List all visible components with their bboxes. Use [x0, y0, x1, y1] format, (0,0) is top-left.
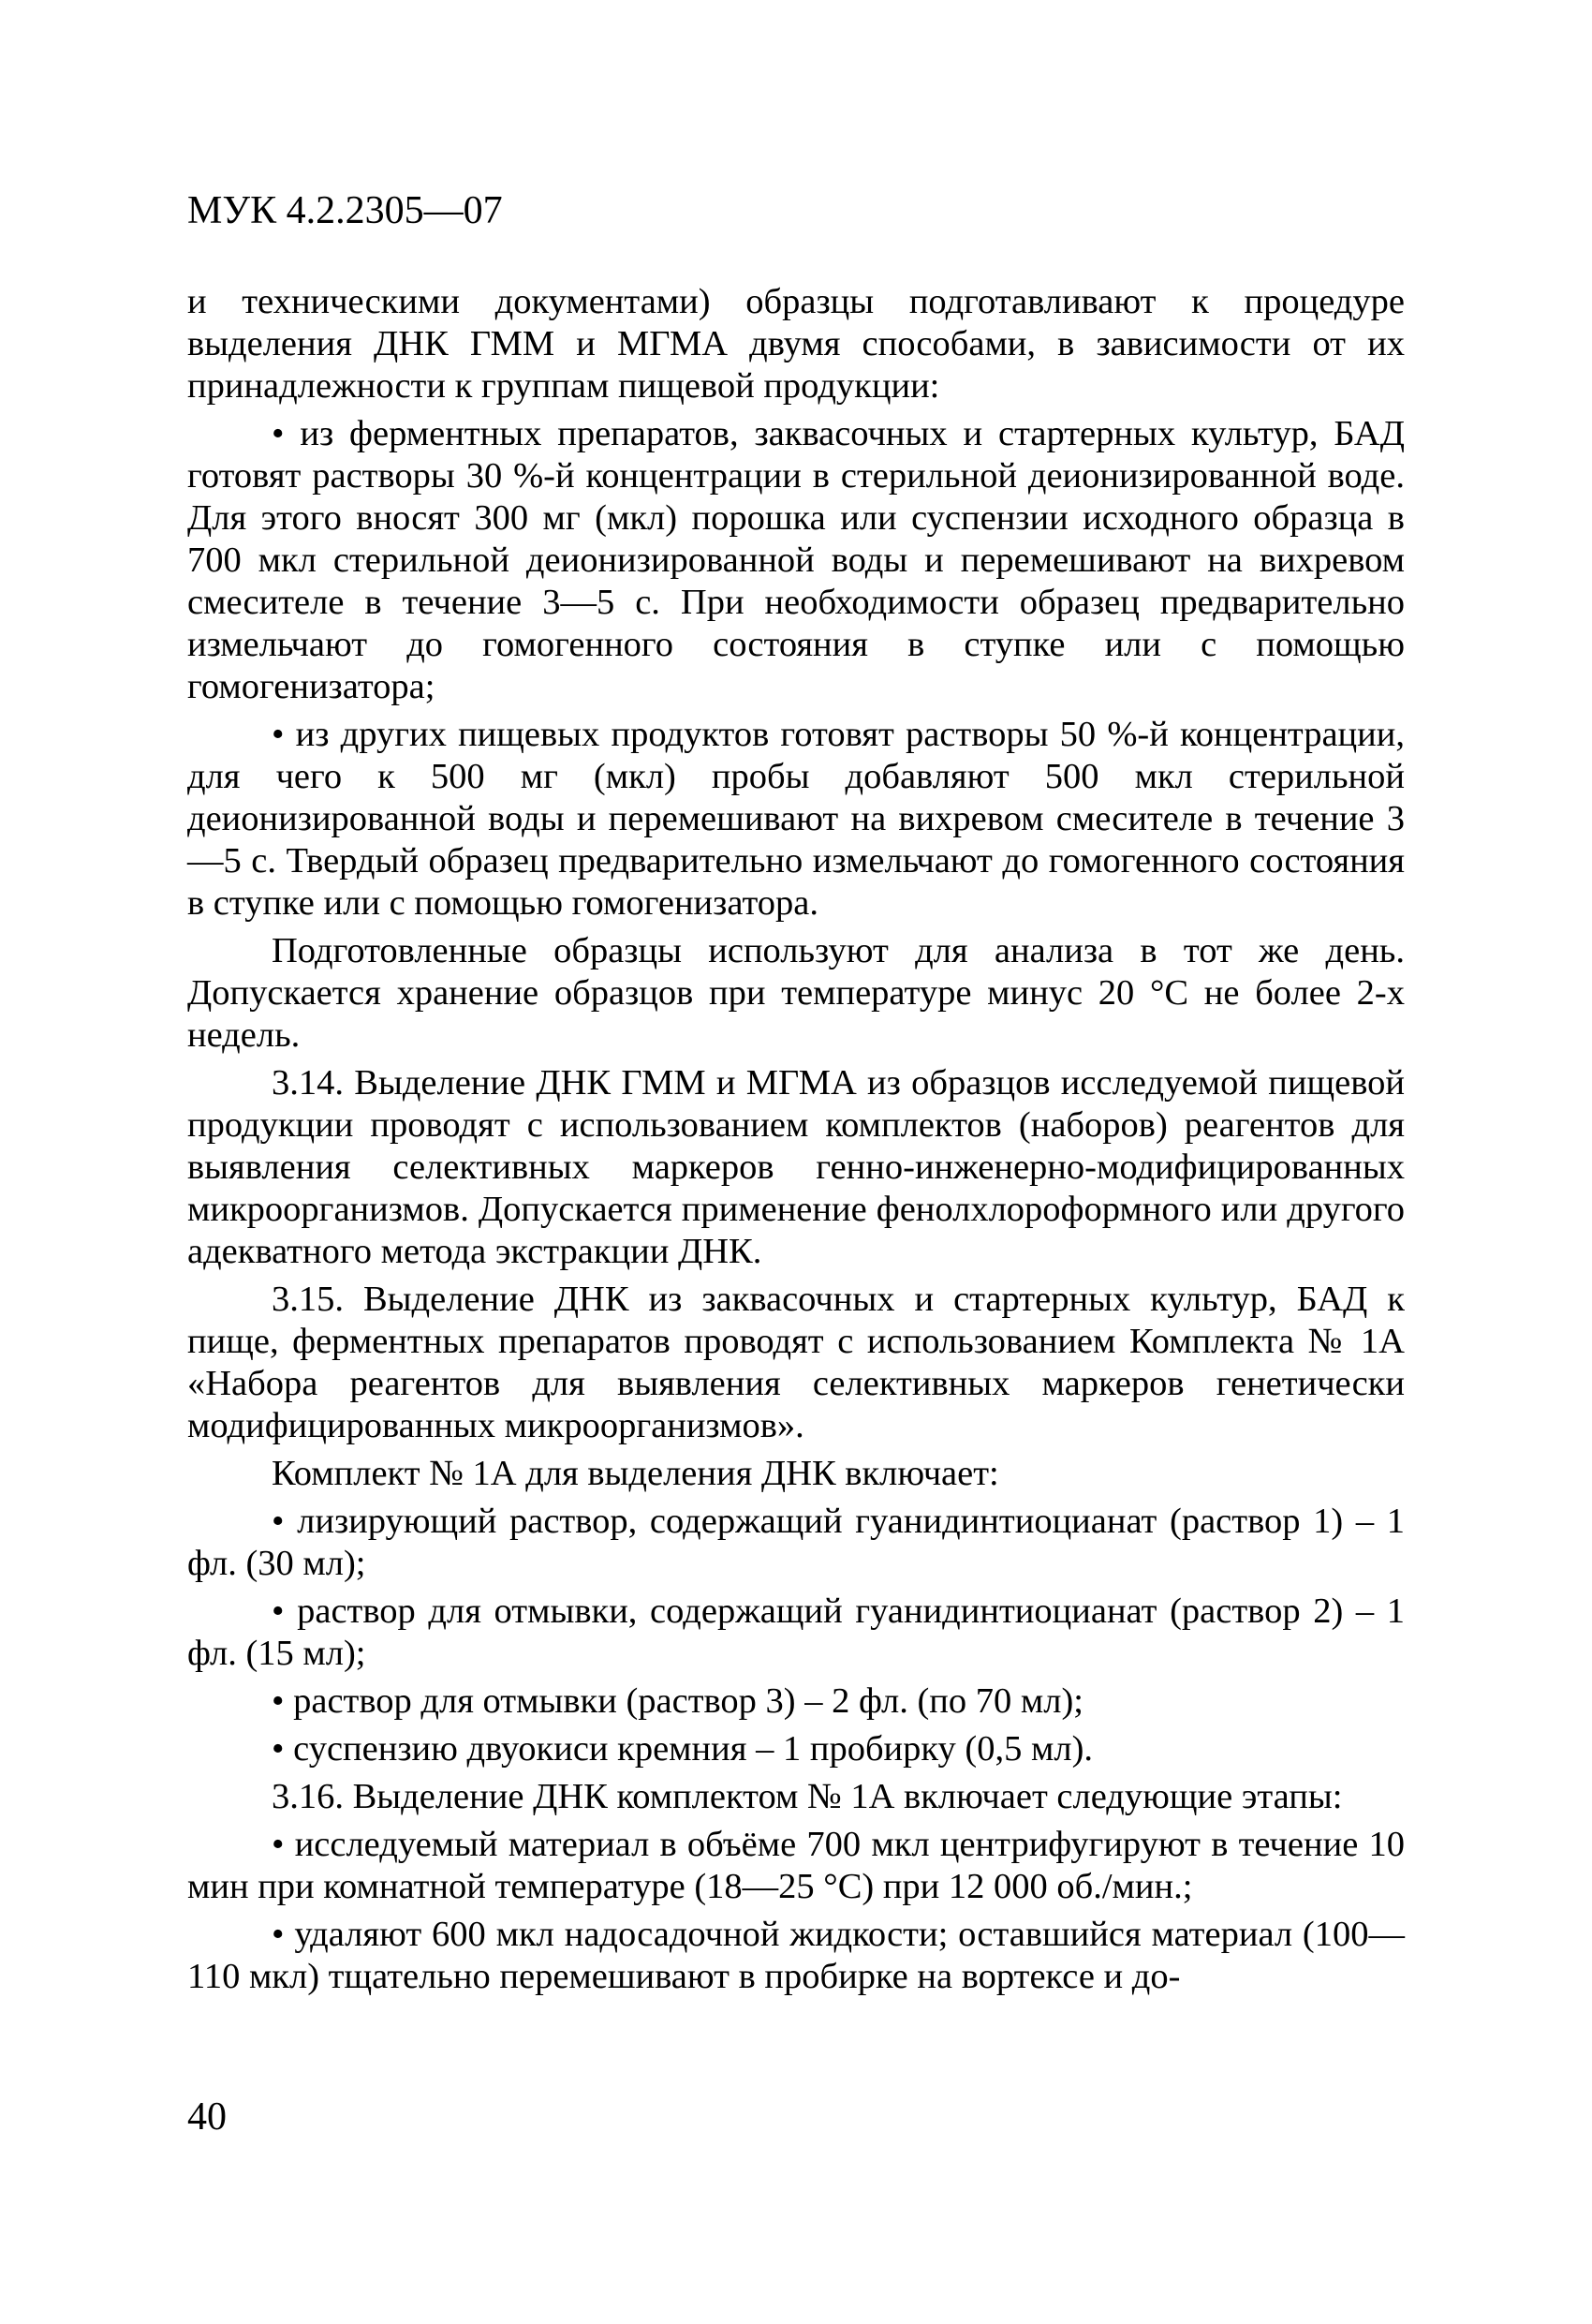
- bullet-item-silica-suspension: • суспензию двуокиси кремния – 1 пробирку (0,5 мл).: [187, 1728, 1405, 1770]
- paragraph-section-3-16: 3.16. Выделение ДНК комплектом № 1А включает следующие этапы:: [272, 1777, 1343, 1816]
- bullet-item-other-food-products: • из других пищевых продуктов готовят растворы 50 %-й концентрации, для чего к 500 мг (мкл) пробы добавляют 500 мкл стерильной деионизированной воды и перемешивают на вихревом смесителе в течение 3—5 с. Твердый образец предварительно измельчают до гомогенного состояния в ступке или с помощью гомогенизатора.: [187, 714, 1405, 925]
- paragraph-section-3-15: 3.15. Выделение ДНК из заквасочных и стартерных культур, БАД к пище, ферментных препаратов проводят с использованием Комплекта № 1А «Набора реагентов для выявления селективных маркеров генетически модифицированных микроорганизмов».: [187, 1280, 1405, 1445]
- bullet-item-supernatant-removal: • удаляют 600 мкл надосадочной жидкости; оставшийся материал (100—110 мкл) тщательно перемешивают в пробирке на вортексе и до-: [187, 1914, 1405, 1998]
- page-body: [187, 281, 1405, 2004]
- paragraph-continuation: и техническими документами) образцы подготавливают к процедуре выделения ДНК ГММ и МГМА двумя способами, в зависимости от их принадлежности к группам пищевой продукции:: [187, 282, 1405, 406]
- bullet-item-wash-solution-2: • раствор для отмывки, содержащий гуанидинтиоцианат (раствор 2) – 1 фл. (15 мл);: [187, 1591, 1405, 1675]
- bullet-item-enzyme-preparations: • из ферментных препаратов, заквасочных и стартерных культур, БАД готовят растворы 30 %-й концентрации в стерильной деионизированной воде. Для этого вносят 300 мг (мкл) порошка или суспензии исходного образца в 700 мкл стерильной деионизированной воды и перемешивают на вихревом смесителе в течение 3—5 с. При необходимости образец предварительно измельчают до гомогенного состояния в ступке или с помощью гомогенизатора;: [187, 413, 1405, 708]
- paragraph-section-3-14: 3.14. Выделение ДНК ГММ и МГМА из образцов исследуемой пищевой продукции проводят с использованием комплектов (наборов) реагентов для выявления селективных маркеров генно-инженерно-модифицированных микроорганизмов. Допускается применение фенолхлороформного или другого адекватного метода экстракции ДНК.: [187, 1063, 1405, 1271]
- page-number: 40: [187, 2095, 227, 2139]
- document-code-header: МУК 4.2.2305—07: [187, 189, 503, 232]
- bullet-item-lysis-solution: • лизирующий раствор, содержащий гуанидинтиоцианат (раствор 1) – 1 фл. (30 мл);: [187, 1501, 1405, 1585]
- paragraph-sample-storage: Подготовленные образцы используют для анализа в тот же день. Допускается хранение образцов при температуре минус 20 °С не более 2-х недель.: [187, 931, 1405, 1055]
- paragraph-kit-contents-intro: Комплект № 1А для выделения ДНК включает:: [272, 1454, 999, 1493]
- bullet-item-centrifugation: • исследуемый материал в объёме 700 мкл центрифугируют в течение 10 мин при комнатной температуре (18—25 °С) при 12 000 об./мин.;: [187, 1824, 1405, 1908]
- bullet-item-wash-solution-3: • раствор для отмывки (раствор 3) – 2 фл. (по 70 мл);: [187, 1680, 1405, 1723]
